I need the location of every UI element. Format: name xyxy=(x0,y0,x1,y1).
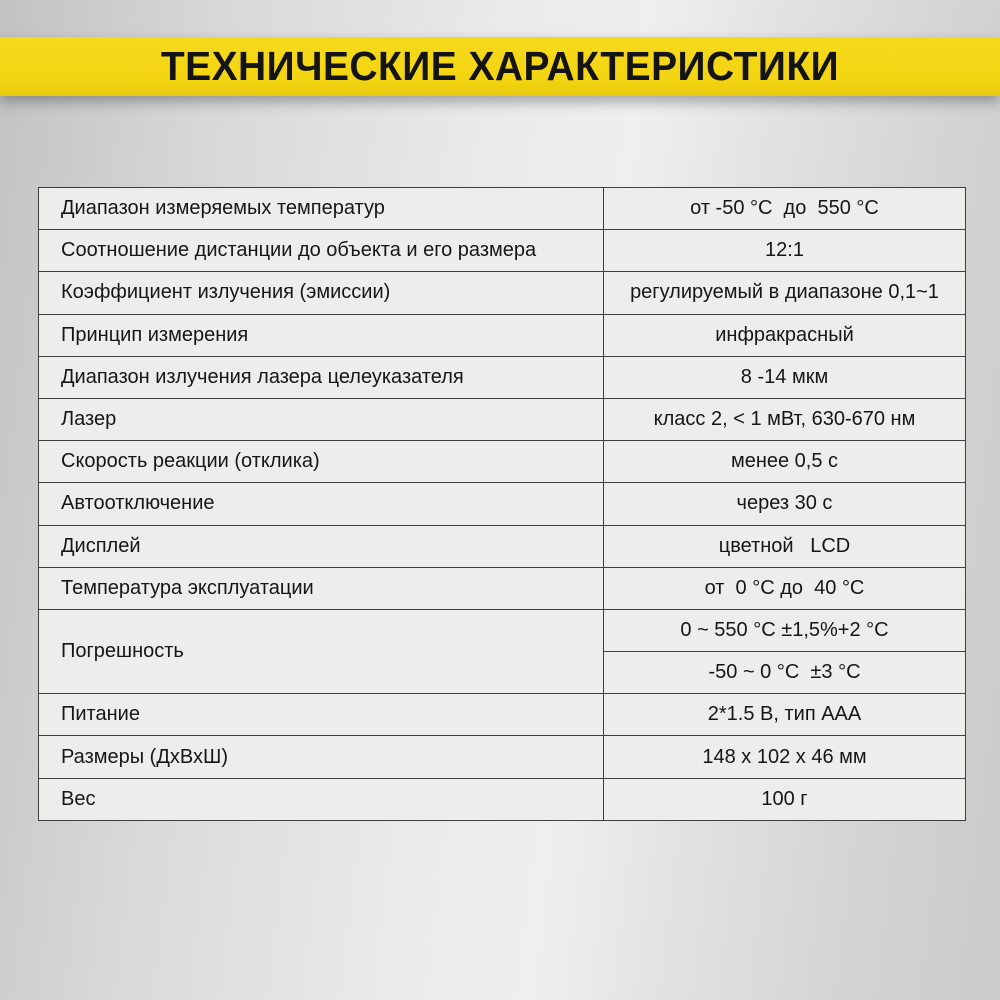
spec-label: Диапазон измеряемых температур xyxy=(39,188,604,230)
spec-label: Принцип измерения xyxy=(39,314,604,356)
spec-label: Размеры (ДхВхШ) xyxy=(39,736,604,778)
table-row xyxy=(39,609,966,651)
table-row xyxy=(39,694,966,736)
table-row xyxy=(39,398,966,440)
spec-value: 100 г xyxy=(604,778,966,820)
spec-value: цветной LCD xyxy=(604,525,966,567)
spec-value: -50 ~ 0 °C ±3 °C xyxy=(604,652,966,694)
spec-label: Диапазон излучения лазера целеуказателя xyxy=(39,356,604,398)
spec-value: 148 x 102 x 46 мм xyxy=(604,736,966,778)
table-row xyxy=(39,483,966,525)
spec-label: Температура эксплуатации xyxy=(39,567,604,609)
spec-value: от 0 °C до 40 °C xyxy=(604,567,966,609)
title-banner xyxy=(0,37,1000,96)
table-row xyxy=(39,314,966,356)
spec-value: класс 2, < 1 мВт, 630-670 нм xyxy=(604,398,966,440)
spec-label: Автоотключение xyxy=(39,483,604,525)
table-row xyxy=(39,736,966,778)
spec-label: Коэффициент излучения (эмиссии) xyxy=(39,272,604,314)
table-row xyxy=(39,230,966,272)
spec-value: 0 ~ 550 °C ±1,5%+2 °C xyxy=(604,609,966,651)
spec-value: от -50 °C до 550 °C xyxy=(604,188,966,230)
table-row xyxy=(39,525,966,567)
spec-value: инфракрасный xyxy=(604,314,966,356)
spec-label: Скорость реакции (отклика) xyxy=(39,441,604,483)
table-row xyxy=(39,188,966,230)
table-row xyxy=(39,441,966,483)
spec-value: менее 0,5 с xyxy=(604,441,966,483)
spec-value: через 30 с xyxy=(604,483,966,525)
table-row xyxy=(39,356,966,398)
spec-label: Погрешность xyxy=(39,609,604,693)
table-row xyxy=(39,272,966,314)
table-row xyxy=(39,567,966,609)
spec-label: Дисплей xyxy=(39,525,604,567)
spec-label: Питание xyxy=(39,694,604,736)
spec-value: 12:1 xyxy=(604,230,966,272)
spec-label: Вес xyxy=(39,778,604,820)
specs-table xyxy=(38,187,966,821)
spec-label: Лазер xyxy=(39,398,604,440)
page-title: ТЕХНИЧЕСКИЕ ХАРАКТЕРИСТИКИ xyxy=(160,43,840,89)
spec-value: 2*1.5 В, тип ААА xyxy=(604,694,966,736)
spec-value: регулируемый в диапазоне 0,1~1 xyxy=(604,272,966,314)
table-row xyxy=(39,778,966,820)
spec-value: 8 -14 мкм xyxy=(604,356,966,398)
spec-label: Соотношение дистанции до объекта и его размера xyxy=(39,230,604,272)
